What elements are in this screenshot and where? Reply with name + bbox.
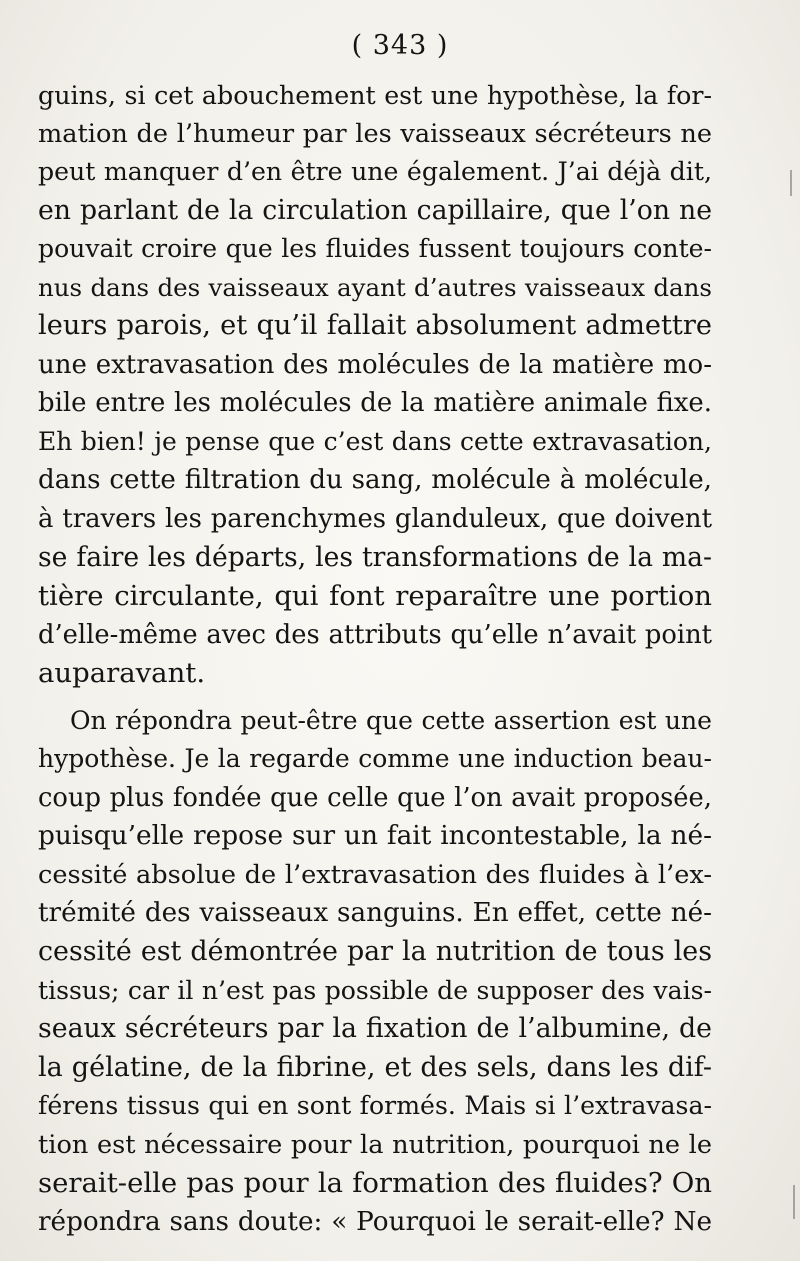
text-line: tion est nécessaire pour la nutrition, pourquoi ne le (38, 1129, 712, 1160)
text-line: seaux sécréteurs par la fixation de l’albumine, de (38, 1013, 712, 1045)
text-line: auparavant. (38, 657, 206, 690)
text-line: trémité des vaisseaux sanguins. En effet, cette né- (38, 898, 712, 929)
text-line: répondra sans doute: « Pourquoi le serait-elle? Ne (38, 1206, 712, 1237)
text-line: puisqu’elle repose sur un fait incontestable, la né- (38, 821, 712, 852)
text-line: On répondra peut-être que cette assertion est une (70, 705, 712, 735)
text-line: une extravasation des molécules de la matière mo- (38, 349, 712, 380)
text-line: dans cette filtration du sang, molécule à molécule, (38, 465, 712, 496)
scan-edge-mark (793, 1185, 795, 1219)
text-line: serait-elle pas pour la formation des fluides? On (38, 1167, 712, 1200)
body-text (38, 76, 712, 1241)
text-line: d’elle-même avec des attributs qu’elle n’avait point (38, 619, 712, 650)
text-line: leurs parois, et qu’il fallait absolument admettre (38, 310, 712, 342)
text-line: coup plus fondée que celle que l’on avait proposée, (38, 782, 712, 813)
paragraph (38, 702, 712, 1242)
text-line: pouvait croire que les fluides fussent toujours conte- (38, 234, 712, 264)
text-line: Eh bien! je pense que c’est dans cette extravasation, (38, 426, 712, 456)
text-line: cessité absolue de l’extravasation des fluides à l’ex- (38, 859, 712, 890)
text-line: cessité est démontrée par la nutrition de tous les (38, 936, 712, 968)
text-line: se faire les départs, les transformations de la ma- (38, 541, 712, 573)
text-line: en parlant de la circulation capillaire, que l’on ne (38, 194, 712, 226)
paragraph (38, 76, 712, 693)
text-line: férens tissus qui en sont formés. Mais si l’extravasa- (38, 1091, 712, 1121)
text-line: hypothèse. Je la regarde comme une induction beau- (38, 744, 712, 774)
text-line: peut manquer d’en être une également. J’ai déjà dit, (38, 157, 712, 187)
text-line: bile entre les molécules de la matière animale fixe. (38, 388, 712, 419)
text-line: tissus; car il n’est pas possible de supposer des vais- (38, 975, 712, 1005)
text-line: tière circulante, qui font reparaître une portion (38, 580, 712, 613)
text-line: à travers les parenchymes glanduleux, que doivent (38, 504, 712, 535)
text-line: nus dans des vaisseaux ayant d’autres vaisseaux dans (38, 272, 712, 302)
text-line: la gélatine, de la fibrine, et des sels, dans les dif- (38, 1051, 712, 1083)
text-line: guins, si cet abouchement est une hypothèse, la for- (38, 80, 712, 110)
text-line: mation de l’humeur par les vaisseaux sécréteurs ne (38, 118, 712, 149)
scan-edge-mark (790, 170, 792, 196)
page-number: ( 343 ) (351, 30, 449, 61)
